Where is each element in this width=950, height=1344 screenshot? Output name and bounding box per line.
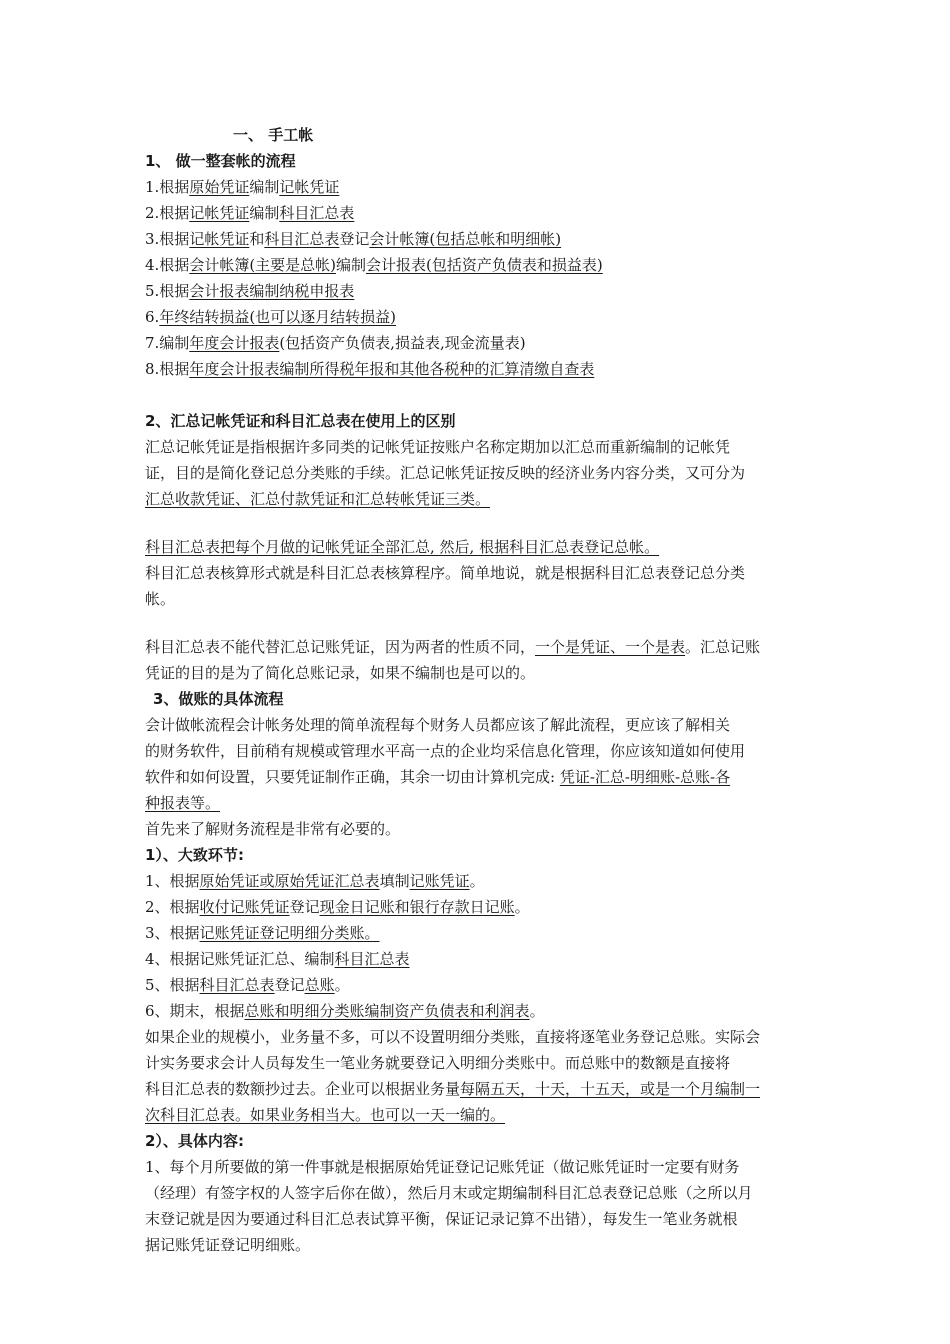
paragraph-line: 的财务软件，目前稍有规模或管理水平高一点的企业均采信息化管理，你应该知道如何使用: [145, 742, 746, 760]
list-item: [145, 998, 810, 1024]
list-item-text: 总账: [304, 976, 335, 994]
paragraph-line: 如果企业的规模小，业务量不多，可以不设置明细分类账，直接将逐笔业务登记总账。实际会: [145, 1028, 761, 1046]
list-item-text: 会计报表编制纳税申报表: [189, 282, 355, 300]
subsection-title: 3、做账的具体流程: [153, 690, 284, 708]
list-item: [145, 226, 810, 252]
list-item-text: 原始凭证或原始凭证汇总表: [199, 872, 380, 890]
list-item-text: (包括资产负债表,损益表,现金流量表): [279, 334, 526, 352]
list-item-text: 原始凭证: [189, 178, 250, 196]
list-item: [145, 946, 810, 972]
list-item: [145, 868, 810, 894]
paragraph-line: 1、每个月所要做的第一件事就是根据原始凭证登记记账凭证（做记账凭证时一定要有财务: [145, 1158, 740, 1176]
list-item: [145, 174, 810, 200]
paragraph-line: 据记账凭证登记明细账。: [145, 1236, 311, 1254]
list-item-text: 3、根据: [145, 924, 200, 942]
list-item-text: 4、根据记账凭证汇总、编制: [145, 950, 335, 968]
paragraph-line: 会计做帐流程会计帐务处理的简单流程每个财务人员都应该了解此流程，更应该了解相关: [145, 716, 731, 734]
list-item-text: 和: [249, 230, 265, 248]
paragraph-line: 末登记就是因为要通过科目汇总表试算平衡，保证记录记算不出错），每发生一笔业务就根: [145, 1210, 738, 1228]
list-item-text: 记帐凭证: [189, 204, 250, 222]
list-item-text: 5、根据: [145, 976, 200, 994]
list-item-text: 记账凭证登记明细分类账。: [199, 924, 380, 942]
list-item-text: 会计报表(包括资产负债表和损益表): [366, 256, 603, 274]
list-item-text: 记账凭证: [409, 872, 470, 890]
section-title: 一、 手工帐: [233, 126, 314, 144]
list-item-text: 6.: [145, 308, 160, 326]
list-item-text: 6、期末，根据: [145, 1002, 245, 1020]
list-item-text: 科目汇总表: [279, 204, 355, 222]
subsection-title: 1）、大致环节:: [145, 846, 244, 864]
paragraph-line: 帐。: [145, 590, 176, 608]
list-item: [145, 894, 810, 920]
list-item-text: 年度会计报表: [189, 334, 280, 352]
paragraph-line: 汇总收款凭证、汇总付款凭证和汇总转帐凭证三类。: [145, 490, 491, 508]
paragraph-line: 科目汇总表把每个月做的记帐凭证全部汇总, 然后, 根据科目汇总表登记总帐。: [145, 538, 660, 556]
list-item-text: 记帐凭证: [279, 178, 340, 196]
list-item-text: 。: [529, 1002, 545, 1020]
process-list: [145, 174, 810, 382]
list-item: [145, 200, 810, 226]
list-item-text: 登记: [274, 976, 305, 994]
steps-list: [145, 868, 810, 1024]
list-item-text: 现金日记账和银行存款日记账: [319, 898, 515, 916]
list-item-text: 编制: [249, 178, 280, 196]
paragraph-line: 计实务要求会计人员每发生一笔业务就要登记入明细分类账中。而总账中的数额是直接将: [145, 1054, 731, 1072]
paragraph-line: （经理）有签字权的人签字后你在做），然后月末或定期编制科目汇总表登记总账（之所以月: [145, 1184, 753, 1202]
list-item-text: 年终结转损益(也可以逐月结转损益): [159, 308, 397, 326]
subsection-title: 2）、具体内容:: [145, 1132, 244, 1150]
list-item-text: 。: [334, 976, 350, 994]
list-item-text: 年度会计报表编制所得税年报和其他各税种的汇算清缴自查表: [189, 360, 595, 378]
list-item-text: 总账和明细分类账编制资产负债表和利润表: [244, 1002, 530, 1020]
list-item-text: 。: [469, 872, 485, 890]
list-item-text: 登记: [289, 898, 320, 916]
list-item-text: 4.根据: [145, 256, 190, 274]
list-item-text: 7.编制: [145, 334, 190, 352]
paragraph-line: 凭证的目的是为了简化总账记录，如果不编制也是可以的。: [145, 664, 536, 682]
list-item: [145, 252, 810, 278]
list-item-text: 3.根据: [145, 230, 190, 248]
paragraph-line: 次科目汇总表。如果业务相当大。也可以一天一编的。: [145, 1106, 506, 1124]
paragraph-line: 科目汇总表的数额抄过去。企业可以根据业务量每隔五天，十天，十五天，或是一个月编制一: [145, 1080, 761, 1098]
list-item-text: 8.根据: [145, 360, 190, 378]
paragraph-line: 汇总记帐凭证是指根据许多同类的记帐凭证按账户名称定期加以汇总而重新编制的记帐凭: [145, 438, 731, 456]
paragraph-line: 科目汇总表不能代替汇总记账凭证，因为两者的性质不同，一个是凭证、一个是表。汇总记账: [145, 638, 761, 656]
paragraph-line: 科目汇总表核算形式就是科目汇总表核算程序。简单地说，就是根据科目汇总表登记总分类: [145, 564, 746, 582]
paragraph-line: 种报表等。: [145, 794, 221, 812]
list-item-text: 会计帐簿(包括总帐和明细帐): [369, 230, 562, 248]
list-item-text: 1、根据: [145, 872, 200, 890]
list-item-text: 填制: [379, 872, 410, 890]
list-item-text: 编制: [336, 256, 367, 274]
subsection-title: 1、 做一整套帐的流程: [145, 152, 296, 170]
list-item-text: 5.根据: [145, 282, 190, 300]
list-item-text: 。: [514, 898, 530, 916]
list-item-text: 2、根据: [145, 898, 200, 916]
list-item: [145, 356, 810, 382]
paragraph-line: 证，目的是简化登记总分类账的手续。汇总记帐凭证按反映的经济业务内容分类，又可分为: [145, 464, 746, 482]
list-item-text: 科目汇总表: [199, 976, 275, 994]
list-item: [145, 920, 810, 946]
paragraph-line: 首先来了解财务流程是非常有必要的。: [145, 820, 401, 838]
list-item: [145, 972, 810, 998]
list-item-text: 科目汇总表: [334, 950, 410, 968]
list-item-text: 科目汇总表: [264, 230, 340, 248]
list-item-text: 收付记账凭证: [199, 898, 290, 916]
list-item: [145, 278, 810, 304]
list-item-text: 登记: [339, 230, 370, 248]
paragraph-line: 软件和如何设置，只要凭证制作正确，其余一切由计算机完成: 凭证-汇总-明细账-总账-各: [145, 768, 731, 786]
list-item: [145, 330, 810, 356]
list-item-text: 记帐凭证: [189, 230, 250, 248]
document-page: [145, 122, 810, 1258]
list-item-text: 编制: [249, 204, 280, 222]
subsection-title: 2、汇总记帐凭证和科目汇总表在使用上的区别: [145, 412, 456, 430]
list-item: [145, 304, 810, 330]
list-item-text: 2.根据: [145, 204, 190, 222]
list-item-text: 1.根据: [145, 178, 190, 196]
list-item-text: 会计帐簿(主要是总帐): [189, 256, 337, 274]
